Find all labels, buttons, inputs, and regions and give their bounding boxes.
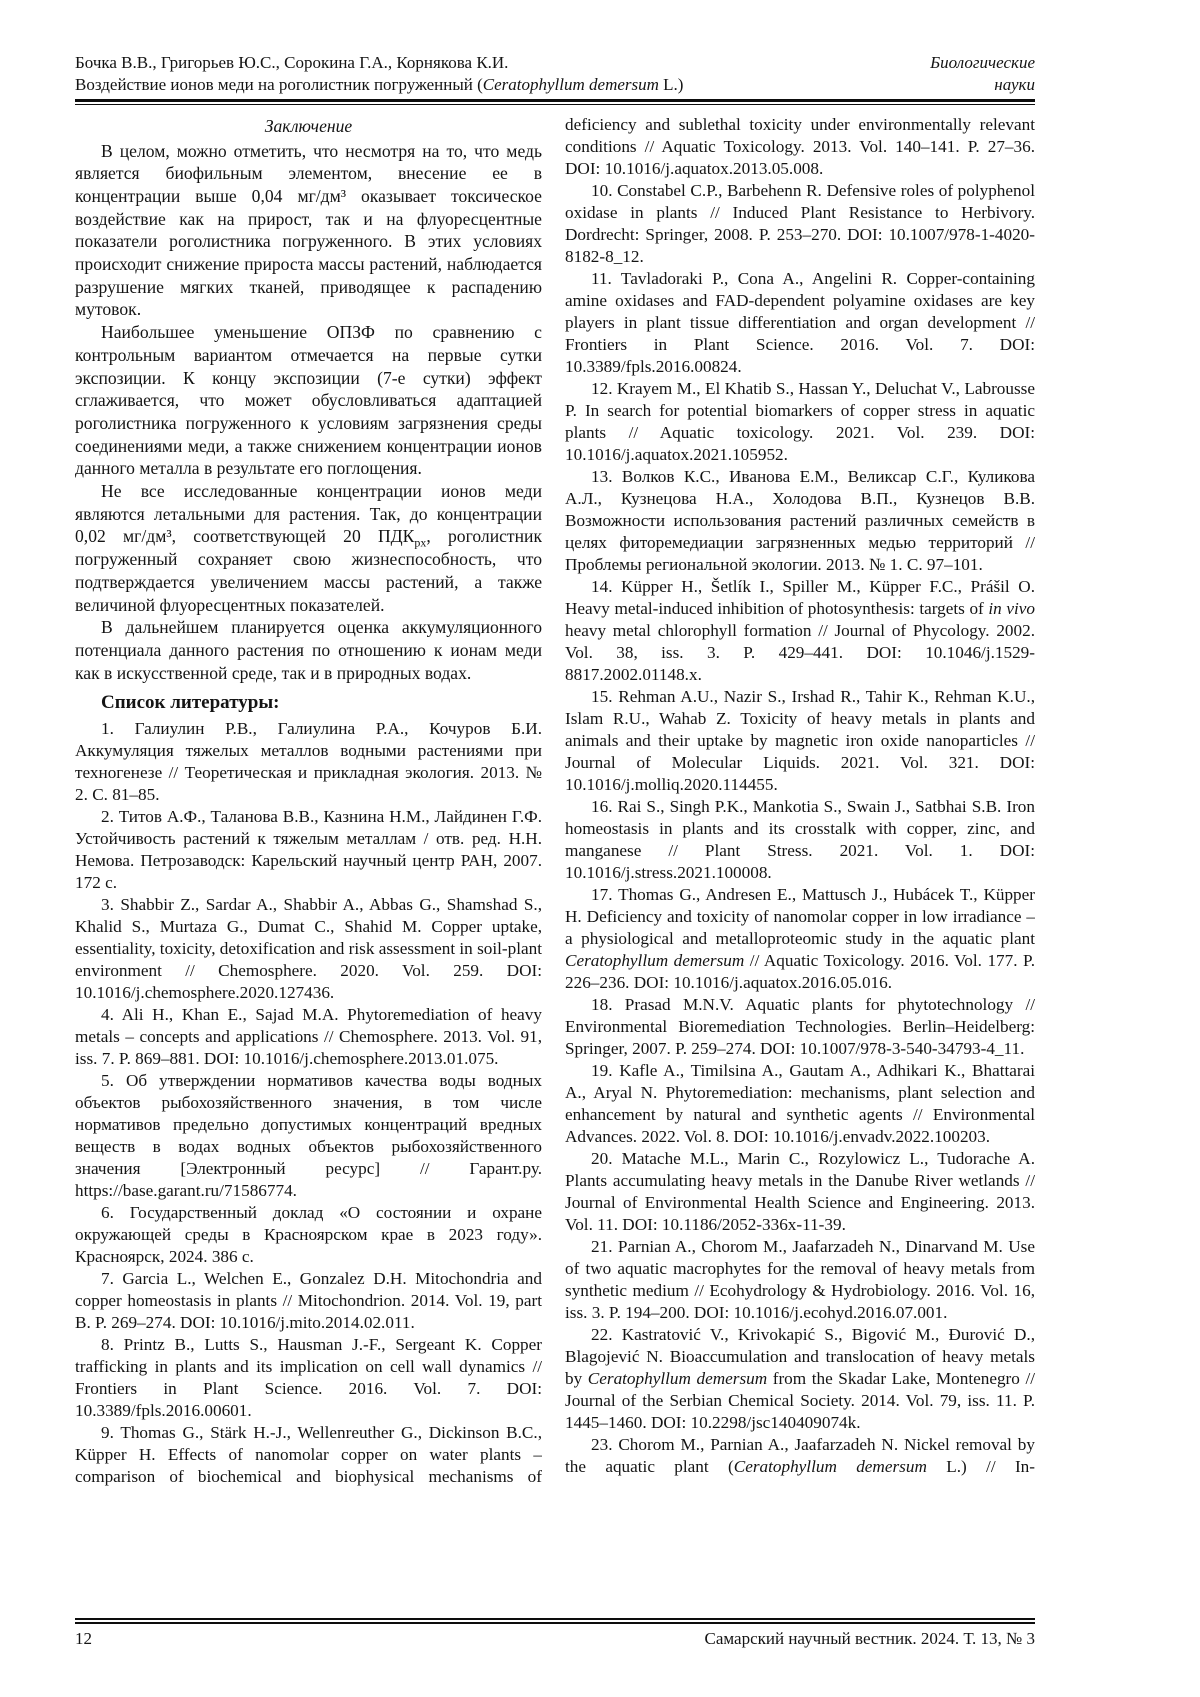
- text-segment: рх: [414, 535, 427, 550]
- reference-item: 13. Волков К.С., Иванова Е.М., Великсар С.Г., Куликова А.Л., Кузнецова Н.А., Холодова В.П., Кузнецов В.В. Возможности использования растений различных семейств в целях фиторемедиации загрязненных медью территорий // Проблемы региональной экологии. 2013. № 1. С. 97–101.: [565, 467, 1035, 574]
- text-segment: Ceratophyllum demersum: [482, 74, 659, 94]
- footer-row: [75, 1628, 1035, 1650]
- header-rubric-line2: науки: [994, 74, 1035, 94]
- page-header: [75, 52, 1035, 95]
- reference-item: 7. Garcia L., Welchen E., Gonzalez D.H. Mitochondria and copper homeostasis in plants // Mitochondrion. 2014. Vol. 19, part B. P. 269–274. DOI: 10.1016/j.mito.2014.02.011.: [75, 1269, 542, 1333]
- header-rule: [75, 99, 1035, 105]
- header-row-title: [75, 74, 1035, 96]
- reference-item: 4. Ali H., Khan E., Sajad M.A. Phytoremediation of heavy metals – concepts and applications // Chemosphere. 2013. Vol. 91, iss. 7. P. 869–881. DOI: 10.1016/j.chemosphere.2013.01.075.: [75, 1005, 542, 1069]
- reference-item: 17. Thomas G., Andresen E., Mattusch J., Hubácek T., Küpper H. Deficiency and toxicity of nanomolar copper in low irradiance – a physiological and metalloproteomic study in the aquatic plant Ceratophyllum demersum // Aquatic Toxicology. 2016. Vol. 177. P. 226–236. DOI: 10.1016/j.aquatox.2016.05.016.: [565, 885, 1035, 992]
- reference-item: 19. Kafle A., Timilsina A., Gautam A., Adhikari K., Bhattarai A., Aryal N. Phytoremediation: mechanisms, plant selection and enhancement by natural and synthetic agents // Environmental Advances. 2022. Vol. 8. DOI: 10.1016/j.envadv.2022.100203.: [565, 1061, 1035, 1146]
- left-column: [75, 114, 542, 1617]
- header-article-title: Воздействие ионов меди на роголистник погруженный (Ceratophyllum demersum L.): [75, 74, 684, 94]
- text-segment: in vivo: [988, 599, 1035, 618]
- page-footer: [75, 1618, 1035, 1650]
- reference-item: 9. Thomas G., Stärk H.-J., Wellenreuther G., Dickinson B.C., Küpper H. Effects of nanomolar copper on water plants – comparison of biochemical and biophysical mechanisms of: [75, 1423, 542, 1487]
- page-number: 12: [75, 1629, 92, 1648]
- conclusion-paragraph: Не все исследованные концентрации ионов меди являются летальными для растения. Так, до концентрации 0,02 мг/дм³, соответствующей 20 $ПДК_{рх}$, роголистник погруженный сохраняет свою жизнеспособность, что подтверждается увеличением массы растений, а также величиной флуоресцентных показателей.: [75, 481, 542, 615]
- reference-item: 8. Printz B., Lutts S., Hausman J.-F., Sergeant K. Copper trafficking in plants and its implication on cell wall dynamics // Frontiers in Plant Science. 2016. Vol. 7. DOI: 10.3389/fpls.2016.00601.: [75, 1335, 542, 1421]
- reference-item: 6. Государственный доклад «О состоянии и охране окружающей среды в Красноярском крае в 2023 году». Красноярск, 2024. 386 с.: [75, 1203, 542, 1267]
- references-list-right: [565, 114, 1035, 1478]
- reference-item: 5. Об утверждении нормативов качества воды водных объектов рыбохозяйственного значения, в том числе нормативов предельно допустимых концентраций вредных веществ в водах водных объектов рыбохозяйственного значения [Электронный ресурс] // Гарант.ру. https://base.garant.ru/71586774.: [75, 1071, 542, 1201]
- content-columns: [75, 114, 1035, 1617]
- reference-item: 1. Галиулин Р.В., Галиулина Р.А., Кочуров Б.И. Аккумуляция тяжелых металлов водными растениями при техногенезе // Теоретическая и прикладная экология. 2013. № 2. С. 81–85.: [75, 719, 542, 805]
- reference-item: 22. Kastratović V., Krivokapić S., Bigović M., Đurović D., Blagojević N. Bioaccumulation and translocation of heavy metals by Ceratophyllum demersum from the Skadar Lake, Montenegro // Journal of the Serbian Chemical Society. 2014. Vol. 79, iss. 11. P. 1445–1460. DOI: 10.2298/jsc140409074k.: [565, 1325, 1035, 1432]
- right-column: [565, 114, 1035, 1617]
- text-segment: Ceratophyllum demersum: [733, 1457, 927, 1476]
- header-row-authors: [75, 52, 1035, 74]
- text-segment: Ceratophyllum demersum: [565, 951, 745, 970]
- references-heading: Список литературы:: [101, 692, 280, 714]
- reference-item: 3. Shabbir Z., Sardar A., Shabbir A., Abbas G., Shamshad S., Khalid S., Murtaza G., Dumat C., Shahid M. Copper uptake, essentiality, toxicity, detoxification and risk assessment in soil-plant environment // Chemosphere. 2020. Vol. 259. DOI: 10.1016/j.chemosphere.2020.127436.: [75, 895, 542, 1003]
- conclusion-paragraph: В целом, можно отметить, что несмотря на то, что медь является биофильным элементом, внесение ее в концентрации выше 0,04 мг/дм³ оказывает токсическое воздействие как на прирост, так и на флуоресцентные показатели роголистника погруженного. В этих условиях происходит снижение прироста массы растений, наблюдается разрушение мягких тканей, приводящее к распадению мутовок.: [75, 140, 542, 320]
- references-list-left: [75, 718, 542, 1488]
- footer-rule: [75, 1618, 1035, 1624]
- conclusion-paragraph: Наибольшее уменьшение ОПЗФ по сравнению с контрольным вариантом отмечается на первые сутки экспозиции. К концу экспозиции (7-е сутки) эффект сглаживается, что может обусловливаться адаптацией роголистника погруженного к условиям загрязнения среды соединениями меди, а также снижением концентрации ионов данного металла в результате его поглощения.: [75, 322, 542, 479]
- reference-item: 18. Prasad M.N.V. Aquatic plants for phytotechnology // Environmental Bioremediation Technologies. Berlin–Heidelberg: Springer, 2007. P. 259–274. DOI: 10.1007/978-3-540-34793-4_11.: [565, 995, 1035, 1058]
- reference-item: 10. Constabel C.P., Barbehenn R. Defensive roles of polyphenol oxidase in plants // Induced Plant Resistance to Herbivory. Dordrecht: Springer, 2008. P. 253–270. DOI: 10.1007/978-1-4020-8182-8_12.: [565, 181, 1035, 266]
- reference-item: deficiency and sublethal toxicity under environmentally relevant conditions // Aquatic Toxicology. 2013. Vol. 140–141. P. 27–36. DOI: 10.1016/j.aquatox.2013.05.008.: [565, 115, 1035, 178]
- reference-item: 11. Tavladoraki P., Cona A., Angelini R. Copper-containing amine oxidases and FAD-dependent polyamine oxidases are key players in plant tissue differentiation and organ development // Frontiers in Plant Science. 2016. Vol. 7. DOI: 10.3389/fpls.2016.00824.: [565, 269, 1035, 376]
- reference-item: 14. Küpper H., Šetlík I., Spiller M., Küpper F.C., Prášil O. Heavy metal-induced inhibition of photosynthesis: targets of in vivo heavy metal chlorophyll formation // Journal of Phycology. 2002. Vol. 38, iss. 3. P. 429–441. DOI: 10.1046/j.1529-8817.2002.01148.x.: [565, 577, 1035, 684]
- header-rubric-line1: Биологические: [930, 53, 1035, 72]
- reference-item: 21. Parnian A., Chorom M., Jaafarzadeh N., Dinarvand M. Use of two aquatic macrophytes for the removal of heavy metals from synthetic medium // Ecohydrology & Hydrobiology. 2016. Vol. 16, iss. 3. P. 194–200. DOI: 10.1016/j.ecohyd.2016.07.001.: [565, 1237, 1035, 1322]
- text-segment: Ceratophyllum demersum: [587, 1369, 768, 1388]
- reference-item: 16. Rai S., Singh P.K., Mankotia S., Swain J., Satbhai S.B. Iron homeostasis in plants and its crosstalk with copper, zinc, and manganese // Plant Stress. 2021. Vol. 1. DOI: 10.1016/j.stress.2021.100008.: [565, 797, 1035, 882]
- reference-item: 2. Титов А.Ф., Таланова В.В., Казнина Н.М., Лайдинен Г.Ф. Устойчивость растений к тяжелым металлам / отв. ред. Н.Н. Немова. Петрозаводск: Карельский научный центр РАН, 2007. 172 с.: [75, 807, 542, 893]
- conclusion-heading: Заключение: [264, 116, 353, 136]
- reference-item: 15. Rehman A.U., Nazir S., Irshad R., Tahir K., Rehman K.U., Islam R.U., Wahab Z. Toxicity of heavy metals in plants and animals and their uptake by magnetic iron oxide nanoparticles // Journal of Molecular Liquids. 2021. Vol. 321. DOI: 10.1016/j.molliq.2020.114455.: [565, 687, 1035, 794]
- reference-item: 12. Krayem M., El Khatib S., Hassan Y., Deluchat V., Labrousse P. In search for potential biomarkers of copper stress in aquatic plants // Aquatic toxicology. 2021. Vol. 239. DOI: 10.1016/j.aquatox.2021.105952.: [565, 379, 1035, 464]
- header-authors: Бочка В.В., Григорьев Ю.С., Сорокина Г.А., Корнякова К.И.: [75, 53, 509, 72]
- reference-item: 23. Chorom M., Parnian A., Jaafarzadeh N. Nickel removal by the aquatic plant (Ceratophyllum demersum L.) // In-: [565, 1435, 1035, 1476]
- conclusion-paragraph: В дальнейшем планируется оценка аккумуляционного потенциала данного растения по отношению к ионам меди как в искусственной среде, так и в природных водах.: [75, 617, 542, 683]
- journal-citation: Самарский научный вестник. 2024. Т. 13, № 3: [704, 1629, 1035, 1648]
- reference-item: 20. Matache M.L., Marin C., Rozylowicz L., Tudorache A. Plants accumulating heavy metals in the Danube River wetlands // Journal of Environmental Health Science and Engineering. 2013. Vol. 11. DOI: 10.1186/2052-336x-11-39.: [565, 1149, 1035, 1234]
